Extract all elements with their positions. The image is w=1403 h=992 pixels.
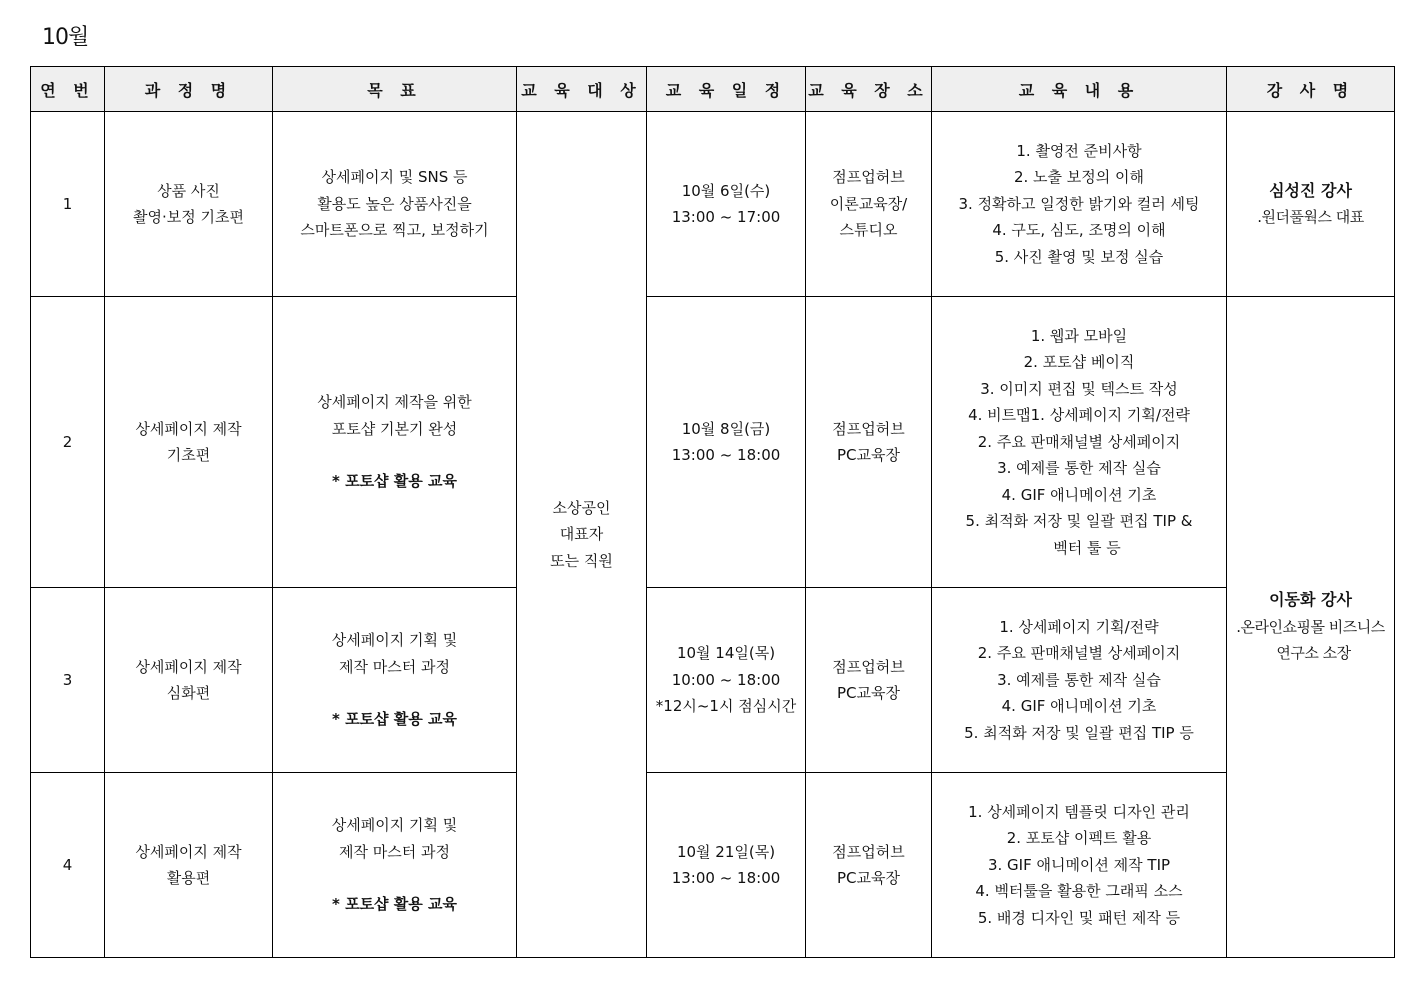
goal-line: 상세페이지 제작을 위한: [317, 393, 472, 412]
course-line: 상품 사진: [157, 181, 220, 200]
instructor: [1227, 297, 1395, 958]
place-line: 스튜디오: [839, 221, 898, 240]
content-line: 4. 벡터툴을 활용한 그래픽 소스: [975, 882, 1183, 901]
place: [806, 112, 932, 297]
course-line: 상세페이지 제작: [135, 842, 242, 861]
course-name: [105, 297, 273, 588]
row-no: 4: [31, 773, 105, 958]
content: [932, 588, 1227, 773]
course-line: 상세페이지 제작: [135, 657, 242, 676]
row-no: 1: [31, 112, 105, 297]
table-row: [31, 588, 1395, 773]
place-line: PC교육장: [837, 684, 900, 702]
content-line: 2. 주요 판매채널별 상세페이지: [977, 644, 1181, 663]
schedule-line: 10:00 ~ 18:00: [671, 670, 781, 689]
header-goal: 목 표: [273, 67, 517, 112]
content-line: 3. 예제를 통한 제작 실습: [997, 459, 1161, 478]
schedule: [647, 297, 806, 588]
goal: [273, 297, 517, 588]
goal: [273, 588, 517, 773]
goal-line: 스마트폰으로 찍고, 보정하기: [300, 221, 489, 240]
content-line: 벡터 툴 등: [1053, 538, 1121, 557]
goal-note: * 포토샵 활용 교육: [332, 895, 457, 914]
goal-line: 포토샵 기본기 완성: [331, 419, 458, 438]
course-name: [105, 773, 273, 958]
table-row: [31, 112, 1395, 297]
course-line: 기초편: [166, 446, 211, 464]
header-course: 과 정 명: [105, 67, 273, 112]
content-line: 2. 포토샵 베이직: [1023, 353, 1135, 372]
course-line: 활용편: [166, 869, 211, 887]
content-line: 5. 배경 디자인 및 패턴 제작 등: [977, 908, 1181, 927]
schedule-line: 13:00 ~ 18:00: [671, 446, 781, 464]
place-line: 점프업허브: [832, 842, 905, 861]
instructor-desc: 연구소 소장: [1276, 644, 1351, 663]
header-place: 교 육 장 소: [806, 67, 932, 112]
header-row: [31, 67, 1395, 112]
course-name: [105, 112, 273, 297]
place-line: 이론교육장/: [829, 194, 908, 213]
schedule: [647, 588, 806, 773]
goal-line: 상세페이지 기획 및: [331, 631, 458, 650]
goal-note: * 포토샵 활용 교육: [332, 472, 457, 491]
goal: [273, 112, 517, 297]
content-line: 3. 예제를 통한 제작 실습: [997, 670, 1161, 689]
schedule-line: 10월 14일(목): [676, 644, 776, 663]
schedule-line: 13:00 ~ 17:00: [671, 208, 781, 226]
content-line: 4. 비트맵1. 상세페이지 기획/전략: [968, 406, 1190, 425]
instructor-desc: .원더풀웍스 대표: [1257, 208, 1364, 226]
schedule-line: 10월 6일(수): [681, 181, 771, 200]
header-content: 교 육 내 용: [932, 67, 1227, 112]
content-line: 1. 촬영전 준비사항: [1016, 141, 1142, 160]
schedule: [647, 112, 806, 297]
content-line: 5. 사진 촬영 및 보정 실습: [994, 247, 1164, 266]
instructor-name: 이동화 강사: [1269, 590, 1352, 610]
place-line: 점프업허브: [832, 419, 905, 438]
goal-line: 활용도 높은 상품사진을: [317, 194, 472, 213]
content-line: 1. 웹과 모바일: [1030, 326, 1128, 345]
content: [932, 112, 1227, 297]
table-row: [31, 297, 1395, 588]
table-row: [31, 773, 1395, 958]
content-line: 1. 상세페이지 템플릿 디자인 관리: [968, 802, 1190, 821]
schedule-line: 10월 8일(금): [681, 419, 771, 438]
content-line: 1. 상세페이지 기획/전략: [999, 617, 1159, 636]
course-line: 상세페이지 제작: [135, 419, 242, 438]
goal-note: * 포토샵 활용 교육: [332, 710, 457, 729]
content-line: 2. 포토샵 이펙트 활용: [1006, 829, 1152, 848]
course-line: 심화편: [166, 684, 211, 702]
content-line: 3. 이미지 편집 및 텍스트 작성: [980, 379, 1178, 398]
schedule: [647, 773, 806, 958]
goal-line: 제작 마스터 과정: [339, 657, 450, 676]
content-line: 5. 최적화 저장 및 일괄 편집 TIP 등: [964, 723, 1194, 742]
place-line: PC교육장: [837, 869, 900, 887]
instructor-name: 심성진 강사: [1269, 180, 1352, 200]
instructor-desc: .온라인쇼핑몰 비즈니스: [1236, 617, 1385, 636]
education-schedule-table: [30, 66, 1395, 958]
target-line: 소상공인: [552, 498, 611, 517]
place: [806, 297, 932, 588]
content-line: 3. GIF 애니메이션 제작 TIP: [987, 855, 1171, 874]
course-line: 촬영·보정 기초편: [133, 208, 244, 226]
content: [932, 773, 1227, 958]
goal-gap: [273, 865, 516, 891]
schedule-line: 10월 21일(목): [676, 842, 776, 861]
row-no: 2: [31, 297, 105, 588]
schedule-line: 13:00 ~ 18:00: [671, 869, 781, 887]
goal-gap: [273, 680, 516, 706]
header-instructor: 강 사 명: [1227, 67, 1395, 112]
header-target: 교 육 대 상: [517, 67, 647, 112]
goal: [273, 773, 517, 958]
place-line: 점프업허브: [832, 168, 905, 187]
content-line: 4. GIF 애니메이션 기초: [1001, 485, 1157, 504]
header-schedule: 교 육 일 정: [647, 67, 806, 112]
goal-line: 상세페이지 및 SNS 등: [321, 168, 468, 187]
content-line: 2. 노출 보정의 이해: [1013, 168, 1145, 187]
content-line: 4. 구도, 심도, 조명의 이해: [992, 221, 1166, 240]
place: [806, 588, 932, 773]
goal-line: 상세페이지 기획 및: [331, 816, 458, 835]
target-line: 또는 직원: [550, 551, 613, 570]
course-name: [105, 588, 273, 773]
content-line: 2. 주요 판매채널별 상세페이지: [977, 432, 1181, 451]
content-line: 3. 정확하고 일정한 밝기와 컬러 세팅: [958, 194, 1200, 213]
goal-gap: [273, 442, 516, 468]
schedule-line: *12시~1시 점심시간: [655, 697, 797, 716]
target-audience: [517, 112, 647, 958]
header-no: 연 번: [31, 67, 105, 112]
place-line: PC교육장: [837, 446, 900, 464]
goal-line: 제작 마스터 과정: [339, 842, 450, 861]
place-line: 점프업허브: [832, 657, 905, 676]
content-line: 4. GIF 애니메이션 기초: [1001, 697, 1157, 716]
month-title: 10월: [42, 25, 89, 50]
target-line: 대표자: [559, 525, 604, 544]
place: [806, 773, 932, 958]
content-line: 5. 최적화 저장 및 일괄 편집 TIP &: [965, 512, 1193, 531]
row-no: 3: [31, 588, 105, 773]
content: [932, 297, 1227, 588]
instructor: [1227, 112, 1395, 297]
